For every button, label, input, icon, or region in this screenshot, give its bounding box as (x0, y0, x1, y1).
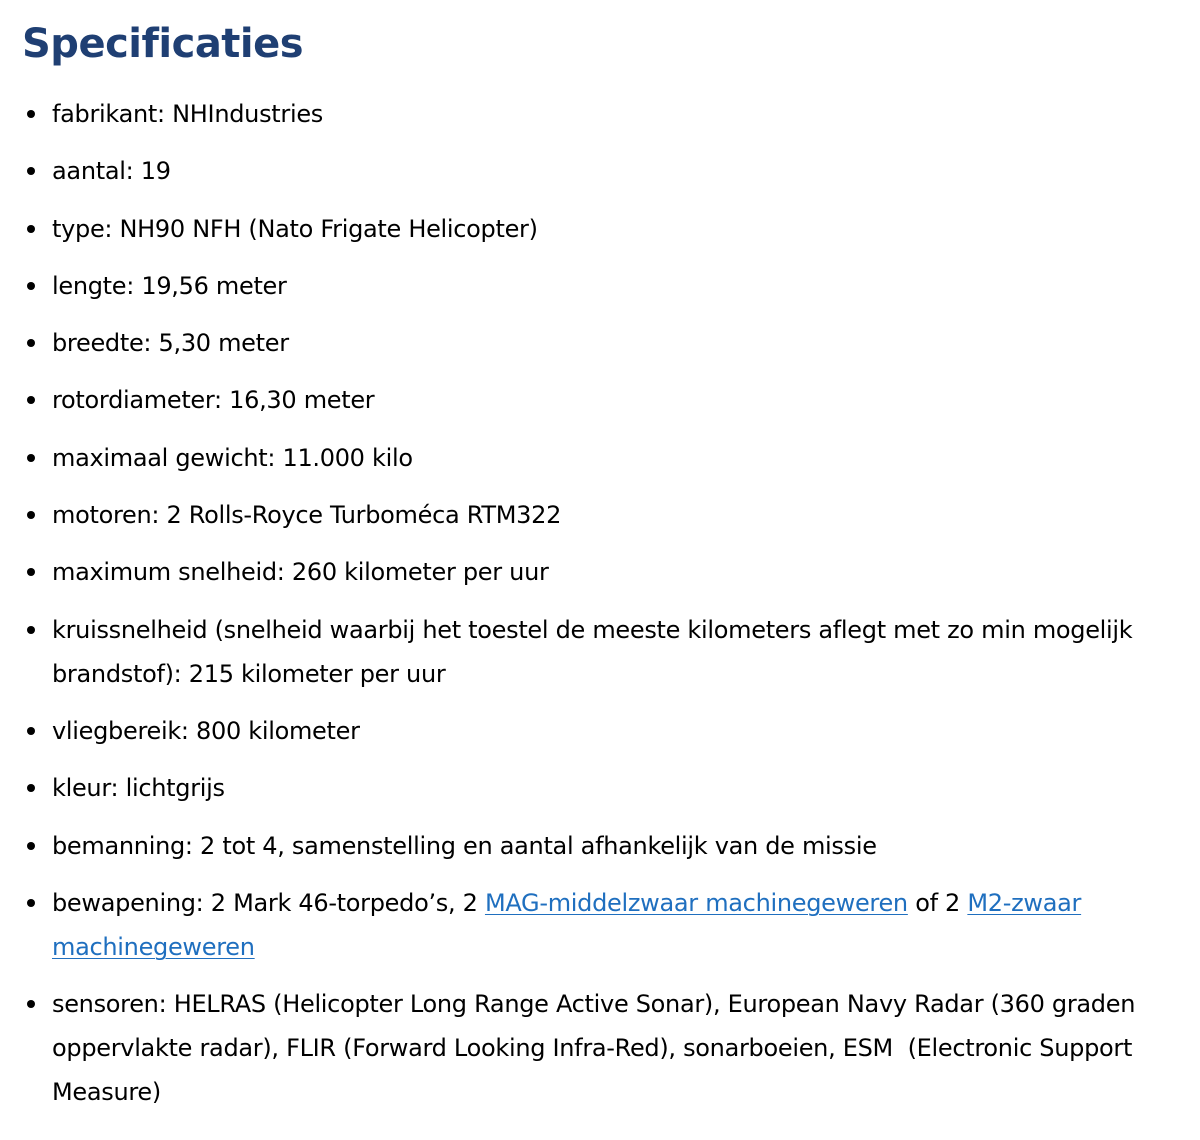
spec-text: sensoren: HELRAS (Helicopter Long Range Active Sonar), European Navy Radar (360 graden oppervlakte radar), FLIR (Forward Looking Infra-Red), sonarboeien, ESM (Electronic Support Measure) (52, 990, 1143, 1107)
list-item (22, 149, 1180, 193)
list-item (22, 436, 1180, 480)
mag-machinegeweren-link[interactable]: MAG-middelzwaar machinegeweren (484, 888, 908, 917)
spec-list (22, 92, 1180, 1114)
list-item (22, 92, 1180, 136)
list-item (22, 766, 1180, 810)
list-item (22, 824, 1180, 868)
spec-text: kruissnelheid (snelheid waarbij het toestel de meeste kilometers aflegt met zo min mogelijk brandstof): 215 kilometer per uur (52, 615, 1133, 688)
list-item-bewapening (22, 881, 1180, 969)
spec-text: bewapening: 2 Mark 46-torpedo’s, 2 (52, 888, 485, 917)
spec-text: lengte: 19,56 meter (52, 271, 287, 300)
spec-text: bemanning: 2 tot 4, samenstelling en aantal afhankelijk van de missie (52, 831, 877, 860)
spec-text: breedte: 5,30 meter (52, 329, 289, 358)
list-item (22, 264, 1180, 308)
list-item (22, 709, 1180, 753)
spec-text: vliegbereik: 800 kilometer (52, 716, 360, 745)
spec-text: of 2 (907, 888, 968, 917)
spec-text: maximum snelheid: 260 kilometer per uur (52, 558, 549, 587)
list-item (22, 378, 1180, 422)
list-item-sensoren (22, 982, 1180, 1114)
list-item (22, 207, 1180, 251)
page-title: Specificaties (22, 21, 304, 67)
spec-text: motoren: 2 Rolls-Royce Turboméca RTM322 (52, 501, 562, 530)
list-item (22, 608, 1180, 696)
list-item (22, 493, 1180, 537)
spec-text: maximaal gewicht: 11.000 kilo (52, 443, 413, 472)
spec-text: aantal: 19 (52, 157, 171, 186)
m2-machinegeweren-link[interactable]: M2-zwaar machinegeweren (52, 888, 1082, 961)
spec-text: type: NH90 NFH (Nato Frigate Helicopter) (52, 214, 538, 243)
list-item (22, 550, 1180, 594)
spec-text: kleur: lichtgrijs (52, 774, 225, 803)
spec-text: fabrikant: NHIndustries (52, 100, 323, 128)
list-item (22, 321, 1180, 365)
spec-text: rotordiameter: 16,30 meter (52, 386, 375, 415)
